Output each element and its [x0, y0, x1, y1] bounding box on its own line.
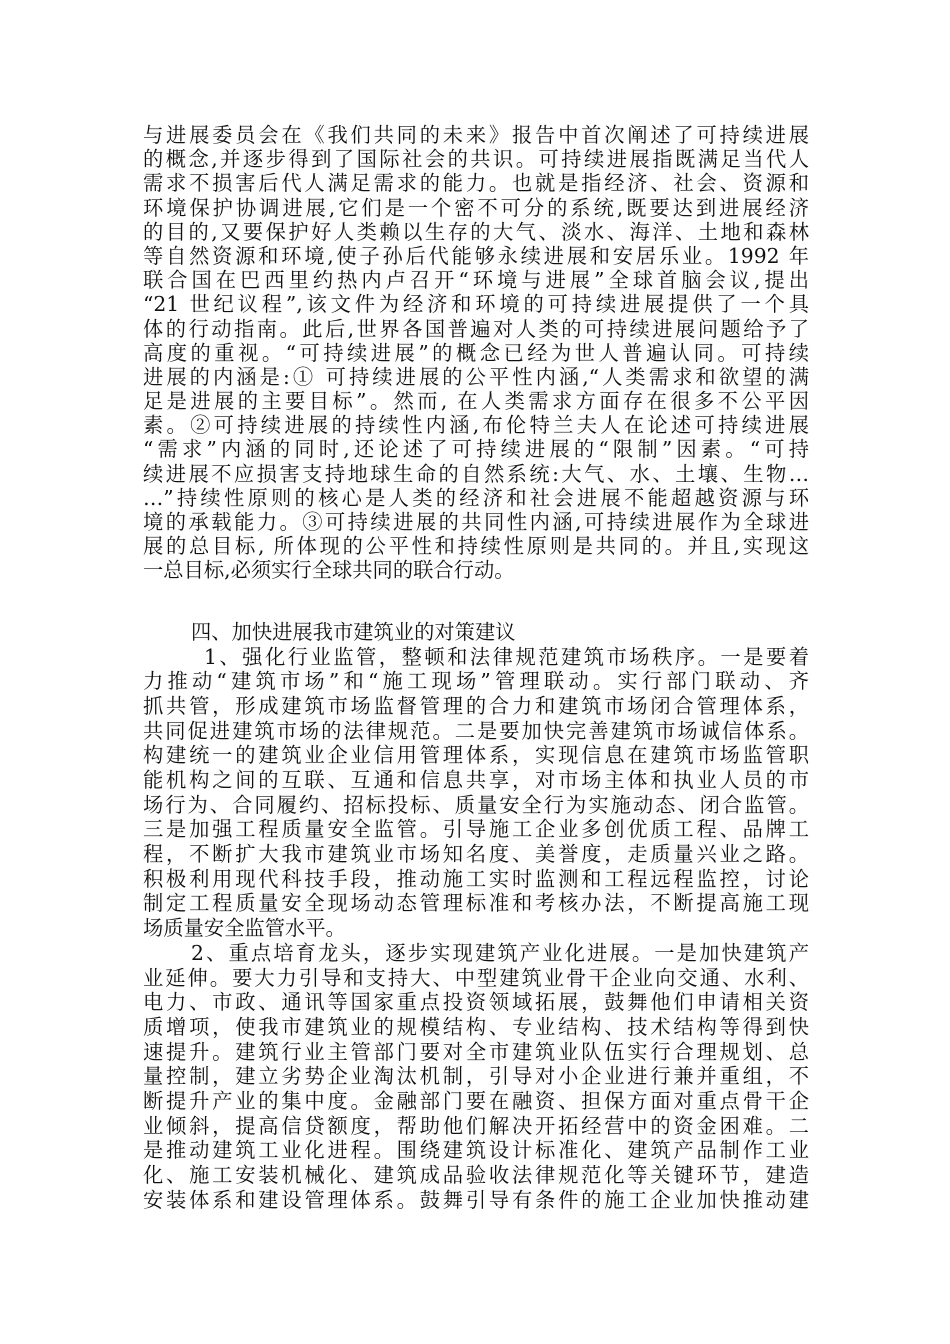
text-line: 展的总目标, 所体现的公平性和持续性原则是共同的。并且,实现这 [143, 534, 809, 559]
text-line: 足是进展的主要目标”。然而, 在人类需求方面存在很多不公平因 [143, 389, 809, 414]
text-line: 业延伸。要大力引导和支持大、中型建筑业骨干企业向交通、水利、 [143, 965, 809, 990]
text-line: 环境保护协调进展,它们是一个密不可分的系统,既要达到进展经济 [143, 195, 809, 220]
text-line: 场行为、合同履约、招标投标、质量安全行为实施动态、闭合监管。 [143, 792, 809, 817]
text-line: 共同促进建筑市场的法律规范。二是要加快完善建筑市场诚信体系。 [143, 718, 809, 743]
text-line: 积极利用现代科技手段，推动施工实时监测和工程远程监控，讨论 [143, 866, 809, 891]
text-line: 三是加强工程质量安全监管。引导施工企业多创优质工程、品牌工 [143, 817, 809, 842]
document-page [143, 123, 809, 1212]
paragraph-industrialization [143, 941, 809, 1213]
text-line: 速提升。建筑行业主管部门要对全市建筑业队伍实行合理规划、总 [143, 1039, 809, 1064]
text-line: 制定工程质量安全现场动态管理标准和考核办法，不断提高施工现 [143, 891, 809, 916]
text-line: 抓共管，形成建筑市场监督管理的合力和建筑市场闭合管理体系， [143, 693, 809, 718]
text-line: 与进展委员会在《我们共同的未来》报告中首次阐述了可持续进展 [143, 123, 809, 147]
text-line: 断提升产业的集中度。金融部门要在融资、担保方面对重点骨干企 [143, 1088, 809, 1113]
section-heading: 四、加快进展我市建筑业的对策建议 [191, 619, 516, 644]
text-line: 高度的重视。“可持续进展”的概念已经为世人普遍认同。可持续 [143, 340, 809, 365]
text-line: 1、强化行业监管，整顿和法律规范建筑市场秩序。一是要着 [204, 644, 809, 669]
text-line: 的目的,又要保护好人类赖以生存的大气、淡水、海洋、土地和森林 [143, 219, 809, 244]
text-line: 等自然资源和环境,使子孙后代能够永续进展和安居乐业。1992 年 [143, 243, 809, 268]
text-line: 质增项，使我市建筑业的规模结构、专业结构、技术结构等得到快 [143, 1014, 809, 1039]
text-line: 力推动“建筑市场”和“施工现场”管理联动。实行部门联动、齐 [143, 669, 809, 694]
text-line: 境的承载能力。③可持续进展的共同性内涵,可持续进展作为全球进 [143, 510, 809, 534]
text-line: 的概念,并逐步得到了国际社会的共识。可持续进展指既满足当代人 [143, 147, 809, 172]
text-line: 是推动建筑工业化进程。围绕建筑设计标准化、建筑产品制作工业 [143, 1138, 809, 1163]
paragraph-sustainable-development [143, 123, 809, 583]
text-line: 体的行动指南。此后,世界各国普遍对人类的可持续进展问题给予了 [143, 316, 809, 341]
text-line: 需求不损害后代人满足需求的能力。也就是指经济、社会、资源和 [143, 171, 809, 196]
text-line: 场质量安全监管水平。 [143, 916, 346, 941]
text-line: 一总目标,必须实行全球共同的联合行动。 [143, 558, 515, 583]
text-line: 量控制，建立劣势企业淘汰机制，引导对小企业进行兼并重组，不 [143, 1064, 809, 1089]
paragraph-industry-supervision [143, 645, 809, 941]
text-line: 2、重点培育龙头，逐步实现建筑产业化进展。一是加快建筑产 [191, 940, 809, 965]
text-line: 素。②可持续进展的持续性内涵,布伦特兰夫人在论述可持续进展 [143, 413, 809, 438]
text-line: …”持续性原则的核心是人类的经济和社会进展不能超越资源与环 [143, 485, 809, 510]
text-line: 构建统一的建筑业企业信用管理体系，实现信息在建筑市场监管职 [143, 743, 809, 768]
text-line: 业倾斜，提高信贷额度，帮助他们解决开拓经营中的资金困难。二 [143, 1113, 809, 1138]
text-line: “21 世纪议程”,该文件为经济和环境的可持续进展提供了一个具 [143, 292, 809, 317]
paragraph-gap [143, 583, 809, 619]
text-line: 化、施工安装机械化、建筑成品验收法律规范化等关键环节，建造 [143, 1163, 809, 1187]
text-line: 能机构之间的互联、互通和信息共享，对市场主体和执业人员的市 [143, 768, 809, 792]
text-line: 续进展不应损害支持地球生命的自然系统:大气、水、土壤、生物… [143, 461, 809, 486]
text-line: 安装体系和建设管理体系。鼓舞引导有条件的施工企业加快推动建 [143, 1187, 809, 1212]
text-line: “需求”内涵的同时,还论述了可持续进展的“限制”因素。“可持 [143, 437, 809, 462]
text-line: 联合国在巴西里约热内卢召开“环境与进展”全球首脑会议,提出 [143, 268, 809, 293]
text-line: 电力、市政、通讯等国家重点投资领域拓展，鼓舞他们申请相关资 [143, 990, 809, 1015]
text-line: 进展的内涵是:① 可持续进展的公平性内涵,“人类需求和欲望的满 [143, 364, 809, 389]
text-line: 程，不断扩大我市建筑业市场知名度、美誉度，走质量兴业之路。 [143, 842, 809, 867]
